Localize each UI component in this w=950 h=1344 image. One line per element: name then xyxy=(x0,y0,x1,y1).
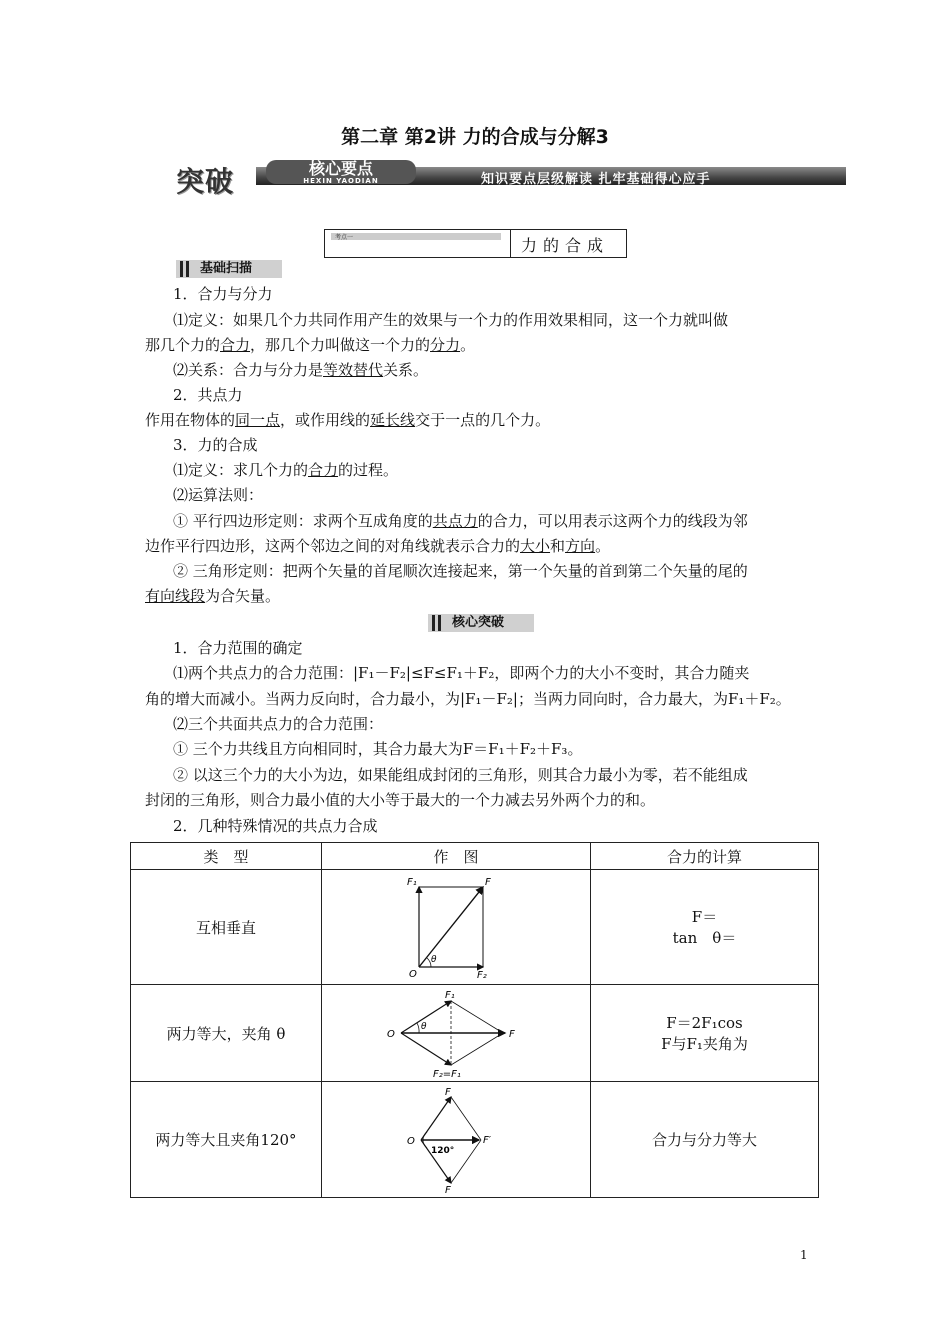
text: 交于一点的几个力。 xyxy=(415,411,551,429)
basics-cp xyxy=(145,410,550,430)
row-calc xyxy=(591,870,819,985)
label-theta: θ xyxy=(421,1022,427,1032)
basics-rule: ⑵运算法则： xyxy=(173,486,264,504)
perpendicular-figure xyxy=(401,873,511,981)
basics-h1: 1．合力与分力 xyxy=(173,285,273,303)
calc-line-2: tan θ＝ xyxy=(672,929,737,947)
text: ⑵关系：合力与分力是 xyxy=(173,361,324,379)
underlined-text: 共点力 xyxy=(432,512,478,530)
basics-def-b xyxy=(145,335,475,355)
underlined-text: 延长线 xyxy=(370,411,416,429)
row-type: 两力等大且夹角120° xyxy=(131,1082,322,1198)
basics-d1 xyxy=(173,460,398,480)
banner-pill-sub: HEXIN YAODIAN xyxy=(303,177,379,185)
underlined-text: 大小 xyxy=(520,537,551,555)
text: 和 xyxy=(550,537,566,555)
label-F2: F₂=F₁ xyxy=(433,1069,461,1079)
label-F-bottom: F xyxy=(445,1184,451,1195)
basics-h3: 3．力的合成 xyxy=(173,436,258,454)
basics-rel xyxy=(173,360,428,380)
row-calc xyxy=(591,1082,819,1198)
label-angle: 120° xyxy=(431,1145,455,1156)
underlined-text: 分力 xyxy=(430,336,461,354)
row-figure xyxy=(322,870,591,985)
basics-p2 xyxy=(145,536,610,556)
underlined-text: 合力 xyxy=(308,461,339,479)
calc-line-2: F与F₁夹角为 xyxy=(661,1035,748,1053)
table-header: 作 图 xyxy=(322,843,591,870)
core-l3: ⑵三个共面共点力的合力范围： xyxy=(173,715,384,733)
underlined-text: 同一点 xyxy=(235,411,281,429)
underlined-text: 合力 xyxy=(220,336,251,354)
text: 关系。 xyxy=(383,361,429,379)
core-h2: 2．几种特殊情况的共点力合成 xyxy=(173,817,378,835)
120-degree-figure xyxy=(401,1085,511,1195)
label-O: O xyxy=(387,1029,395,1040)
topic-divider xyxy=(510,230,511,257)
core-l6: 封闭的三角形，则合力最小值的大小等于最大的一个力减去另外两个力的和。 xyxy=(145,791,656,809)
label-F1: F₁ xyxy=(407,877,417,888)
underlined-text: 方向 xyxy=(565,537,596,555)
banner-slogan: 知识要点层级解读 扎牢基础得心应手 xyxy=(481,172,711,187)
table-row xyxy=(131,1082,819,1198)
text: 作用在物体的 xyxy=(145,411,236,429)
text: 。 xyxy=(460,336,476,354)
section-heading-basics: 基础扫描 xyxy=(176,260,282,278)
section-banner xyxy=(176,159,846,198)
text: ⑴定义：求几个力的 xyxy=(173,461,309,479)
label-theta: θ xyxy=(431,955,437,965)
table-header: 合力的计算 xyxy=(591,843,819,870)
basics-def-a: ⑴定义：如果几个力共同作用产生的效果与一个力的作用效果相同，这一个力就叫做 xyxy=(173,311,729,329)
calc-line-1: F＝ xyxy=(691,908,718,926)
core-l4: ① 三个力共线且方向相同时，其合力最大为F＝F₁＋F₂＋F₃。 xyxy=(173,740,583,758)
core-l5: ② 以这三个力的大小为边，如果能组成封闭的三角形，则其合力最小为零，若不能组成 xyxy=(173,766,748,784)
topic-tag-bg xyxy=(331,233,501,240)
text: 。 xyxy=(595,537,611,555)
row-figure xyxy=(322,985,591,1082)
table-header: 类 型 xyxy=(131,843,322,870)
text: ，那几个力叫做这一个力的 xyxy=(250,336,431,354)
core-l2: 角的增大而减小。当两力反向时，合力最小，为|F₁－F₂|；当两力同向时，合力最大，为F₁＋F₂。 xyxy=(145,690,791,708)
core-h1: 1．合力范围的确定 xyxy=(173,639,303,657)
calc-line-1: F＝2F₁cos xyxy=(666,1014,743,1032)
table-row xyxy=(131,870,819,985)
banner-pill-text: 核心要点 xyxy=(308,159,373,178)
basics-h2: 2．共点力 xyxy=(173,386,243,404)
row-calc xyxy=(591,985,819,1082)
special-cases-table xyxy=(130,842,819,1198)
table-header-row xyxy=(131,843,819,870)
basics-t2 xyxy=(145,586,280,606)
label-O: O xyxy=(407,1135,415,1147)
text: 那几个力的 xyxy=(145,336,221,354)
equal-forces-figure xyxy=(381,987,531,1079)
label-O: O xyxy=(409,969,417,980)
basics-t1: ② 三角形定则：把两个矢量的首尾顺次连接起来，第一个矢量的首到第二个矢量的尾的 xyxy=(173,562,748,580)
banner-main: 突破 xyxy=(176,165,235,198)
text: 边作平行四边形，这两个邻边之间的对角线就表示合力的 xyxy=(145,537,521,555)
text: ，或作用线的 xyxy=(280,411,371,429)
text: 的过程。 xyxy=(338,461,399,479)
table-row xyxy=(131,985,819,1082)
topic-tag: 考点一 xyxy=(335,234,354,241)
row-type: 互相垂直 xyxy=(131,870,322,985)
page-number: 1 xyxy=(800,1248,808,1262)
label-F: F xyxy=(509,1029,515,1040)
label-F: F xyxy=(485,877,491,888)
basics-p1 xyxy=(173,511,748,531)
text: ① 平行四边形定则：求两个互成角度的 xyxy=(173,512,433,530)
underlined-text: 等效替代 xyxy=(323,361,384,379)
label-F-top: F xyxy=(445,1086,451,1098)
section-heading-core: 核心突破 xyxy=(428,614,534,632)
text: 为合矢量。 xyxy=(205,587,281,605)
underlined-text: 有向线段 xyxy=(145,587,206,605)
row-type: 两力等大，夹角 θ xyxy=(131,985,322,1082)
text: 的合力，可以用表示这两个力的线段为邻 xyxy=(477,512,748,530)
core-l1: ⑴两个共点力的合力范围：|F₁－F₂|≤F≤F₁＋F₂，即两个力的大小不变时，其合力随夹 xyxy=(173,664,750,682)
label-F-prime: F′ xyxy=(483,1134,492,1146)
banner-pill xyxy=(266,160,416,184)
calc-line-1: 合力与分力等大 xyxy=(651,1131,757,1149)
label-F1: F₁ xyxy=(445,990,455,1001)
label-F2: F₂ xyxy=(477,970,487,981)
row-figure xyxy=(322,1082,591,1198)
topic-title: 力的合成 xyxy=(521,236,610,255)
topic-box xyxy=(324,229,627,258)
page-title: 第二章 第2讲 力的合成与分解3 xyxy=(341,126,609,148)
